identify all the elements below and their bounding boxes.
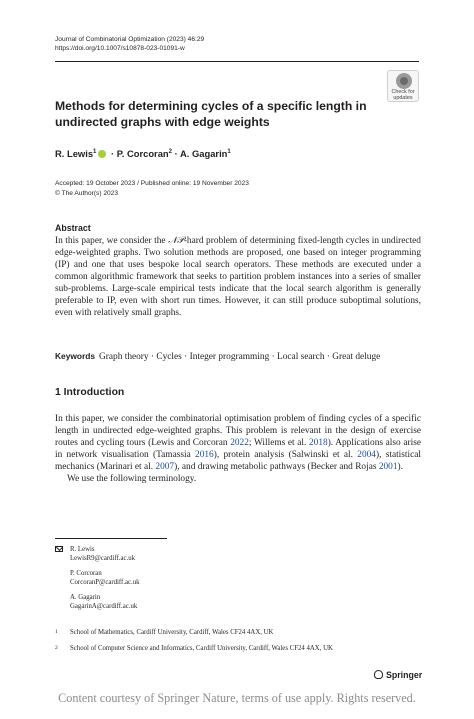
contact-email[interactable]: LewisR9@cardiff.ac.uk (70, 555, 136, 563)
keywords-line (55, 350, 425, 363)
keywords-text: Graph theory · Cycles · Integer programming · Local search · Great deluge (99, 352, 381, 362)
copyright-line: © The Author(s) 2023 (55, 190, 119, 197)
footnote-divider (55, 538, 167, 539)
envelope-icon (55, 546, 63, 552)
check-for-updates-icon (396, 73, 412, 89)
author-separator: · (174, 148, 178, 159)
author-affil: 1 (93, 148, 97, 155)
journal-citation: Journal of Combinatorial Optimization (2023) 46:29 (55, 36, 205, 43)
citation-link[interactable]: 2022 (230, 438, 249, 448)
paper-title: Methods for determining cycles of a specific length in undirected graphs with edge weights (55, 99, 367, 129)
author-list (55, 148, 231, 159)
contact-email[interactable]: CorcoranP@cardiff.ac.uk (70, 579, 140, 587)
citation-link[interactable]: 2001 (378, 462, 398, 472)
affiliation-text: School of Mathematics, Cardiff University, Cardiff, Wales CF24 4AX, UK (70, 629, 274, 636)
author-name[interactable]: A. Gagarin (180, 148, 228, 159)
citation-link[interactable]: 2018 (309, 438, 328, 448)
publisher-name: Springer (386, 670, 423, 680)
journal-header (55, 35, 204, 53)
affiliation-number: 2 (55, 645, 58, 651)
abstract-heading: Abstract (55, 223, 91, 233)
contact-entry (70, 545, 140, 563)
badge-label: Check for updates (391, 89, 415, 101)
affiliation-text: School of Computer Science and Informatics, Cardiff University, Cardiff, Wales CF24 4AX, UK (70, 645, 333, 652)
author-affil: 1 (227, 148, 231, 155)
author-name[interactable]: R. Lewis (55, 148, 94, 159)
affiliation (55, 644, 421, 653)
paragraph: We use the following terminology. (67, 474, 197, 484)
publication-dates (55, 179, 249, 199)
affiliation (55, 628, 421, 637)
springer-horse-icon (374, 670, 383, 679)
publisher-logo (374, 670, 422, 680)
courtesy-watermark: Content courtesy of Springer Nature, terms of use apply. Rights reserved. (58, 691, 416, 705)
introduction-body (55, 413, 421, 485)
contact-entry (70, 593, 140, 611)
check-for-updates-badge[interactable] (387, 70, 419, 102)
affiliation-number: 1 (55, 629, 58, 635)
author-affil: 2 (168, 148, 172, 155)
contact-name: R. Lewis (70, 546, 95, 553)
contact-entry (70, 569, 140, 587)
np-symbol: 𝒩𝒫 (168, 236, 184, 246)
contact-email[interactable]: GagarinA@cardiff.ac.uk (70, 603, 138, 611)
orcid-icon[interactable] (98, 150, 106, 158)
section-heading: 1 Introduction (55, 387, 125, 398)
abstract-text: In this paper, we consider the 𝒩𝒫-hard problem of determining fixed-length cycles in undirected edge-weighted graphs. Two solution methods are proposed, one based on integer programming (IP) and one that uses bespoke local search operators. These methods are executed under a common algorithmic framework that seeks to partition problem instances into a series of smaller sub-problems. Large-scale empirical tests indicate that the local search algorithm is generally preferable to IP, even with short run times. However, it can still produce suboptimal solutions, even with relatively small graphs. (55, 236, 421, 318)
keywords-heading: Keywords (55, 351, 96, 361)
author-name[interactable]: P. Corcoran (116, 148, 169, 159)
dates-line: Accepted: 19 October 2023 / Published online: 19 November 2023 (55, 180, 249, 187)
citation-link[interactable]: 2007 (155, 462, 175, 472)
author-separator: · (110, 148, 115, 159)
contact-name: P. Corcoran (70, 569, 102, 577)
doi-link[interactable]: https://doi.org/10.1007/s10878-023-01091-w (55, 45, 185, 52)
contact-list (70, 545, 140, 617)
contact-name: A. Gagarin (70, 593, 101, 601)
citation-link[interactable]: 2016 (195, 450, 214, 460)
paragraph: In this paper, we consider the combinatorial optimisation problem of finding cycles of a specific length in undirected edge-weighted graphs. This problem is relevant in the design of exercise routes and cycling tours (Lewis and Corcoran 2022; Willems et al. 2018). Applications also arise in network visualisation (Tamassia 2016), protein analysis (Salwinski et al. 2004), statistical mechanics (Marinari et al. 2007), and drawing metabolic pathways (Becker and Rojas 2001). (55, 414, 421, 472)
header-divider (55, 61, 419, 62)
citation-link[interactable]: 2004 (357, 450, 376, 460)
